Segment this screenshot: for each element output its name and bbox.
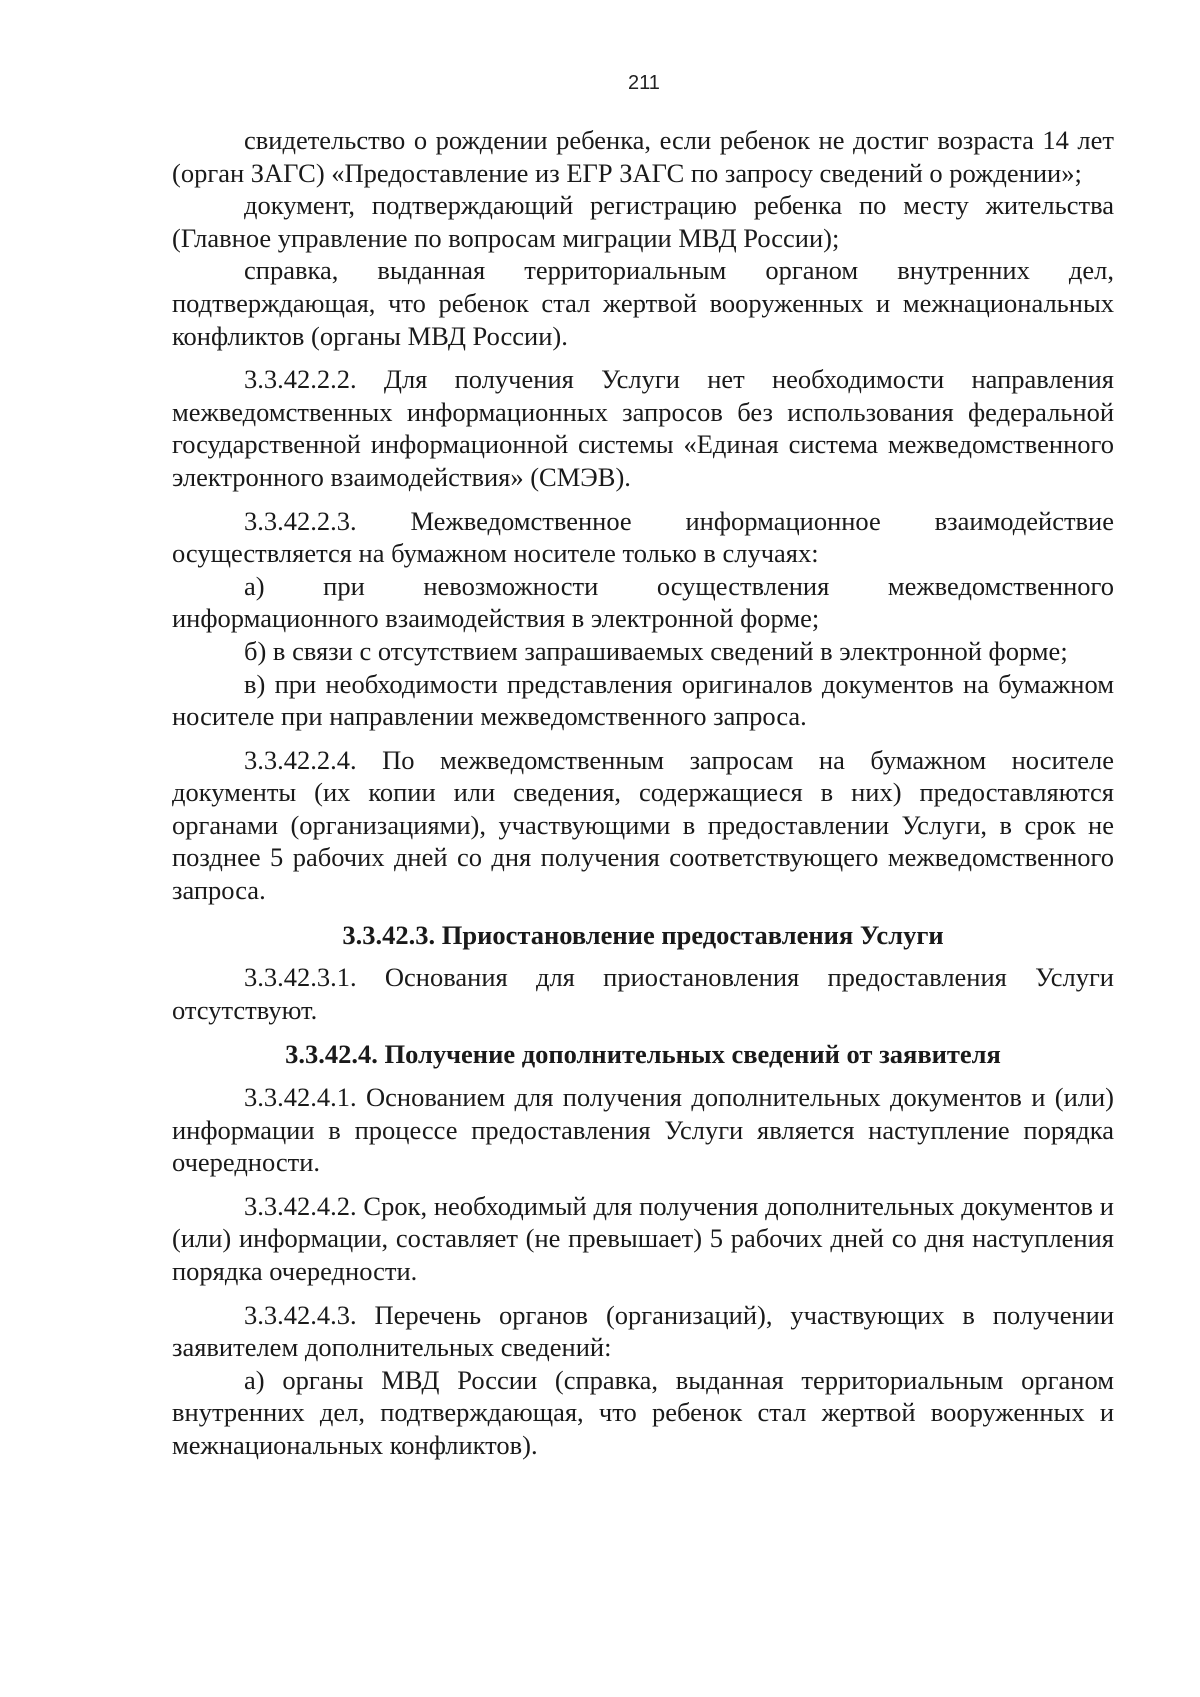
- paragraph: 3.3.42.3.1. Основания для приостановления предоставления Услуги отсутствуют.: [172, 962, 1114, 1025]
- section-heading: 3.3.42.4. Получение дополнительных сведений от заявителя: [285, 1039, 1001, 1070]
- paragraph: б) в связи с отсутствием запрашиваемых сведений в электронной форме;: [244, 635, 1068, 666]
- paragraph: 3.3.42.4.2. Срок, необходимый для получения дополнительных документов и (или) информации, составляет (не превышает) 5 рабочих дней со дня наступления порядка очередности.: [172, 1190, 1114, 1286]
- paragraph: свидетельство о рождении ребенка, если ребенок не достиг возраста 14 лет (орган ЗАГС) «Предоставление из ЕГР ЗАГС по запросу сведений о рождении»;: [172, 125, 1114, 188]
- section-heading: 3.3.42.3. Приостановление предоставления Услуги: [342, 919, 944, 950]
- document-body: [172, 124, 1114, 1462]
- paragraph: справка, выданная территориальным органом внутренних дел, подтверждающая, что ребенок стал жертвой вооруженных и межнациональных конфликтов (органы МВД России).: [172, 255, 1114, 351]
- paragraph: 3.3.42.2.2. Для получения Услуги нет необходимости направления межведомственных информационных запросов без использования федеральной государственной информационной системы «Единая система межведомственного электронного взаимодействия» (СМЭВ).: [172, 364, 1114, 492]
- paragraph: а) при невозможности осуществления межведомственного информационного взаимодействия в электронной форме;: [172, 570, 1114, 634]
- paragraph: 3.3.42.2.4. По межведомственным запросам на бумажном носителе документы (их копии или сведения, содержащиеся в них) предоставляются органами (организациями), участвующими в предоставлении Услуги, в срок не позднее 5 рабочих дней со дня получения соответствующего межведомственного запроса.: [172, 744, 1114, 906]
- paragraph: 3.3.42.4.1. Основанием для получения дополнительных документов и (или) информации в процессе предоставления Услуги является наступление порядка очередности.: [172, 1082, 1114, 1178]
- paragraph: в) при необходимости представления оригиналов документов на бумажном носителе при направлении межведомственного запроса.: [172, 668, 1114, 732]
- page-number: 211: [628, 72, 660, 94]
- paragraph: документ, подтверждающий регистрацию ребенка по месту жительства (Главное управление по вопросам миграции МВД России);: [172, 190, 1114, 253]
- paragraph: а) органы МВД России (справка, выданная территориальным органом внутренних дел, подтверждающая, что ребенок стал жертвой вооруженных и межнациональных конфликтов).: [172, 1364, 1114, 1460]
- paragraph: 3.3.42.4.3. Перечень органов (организаций), участвующих в получении заявителем дополнительных сведений:: [172, 1299, 1114, 1363]
- paragraph: 3.3.42.2.3. Межведомственное информационное взаимодействие осуществляется на бумажном носителе только в случаях:: [172, 505, 1114, 569]
